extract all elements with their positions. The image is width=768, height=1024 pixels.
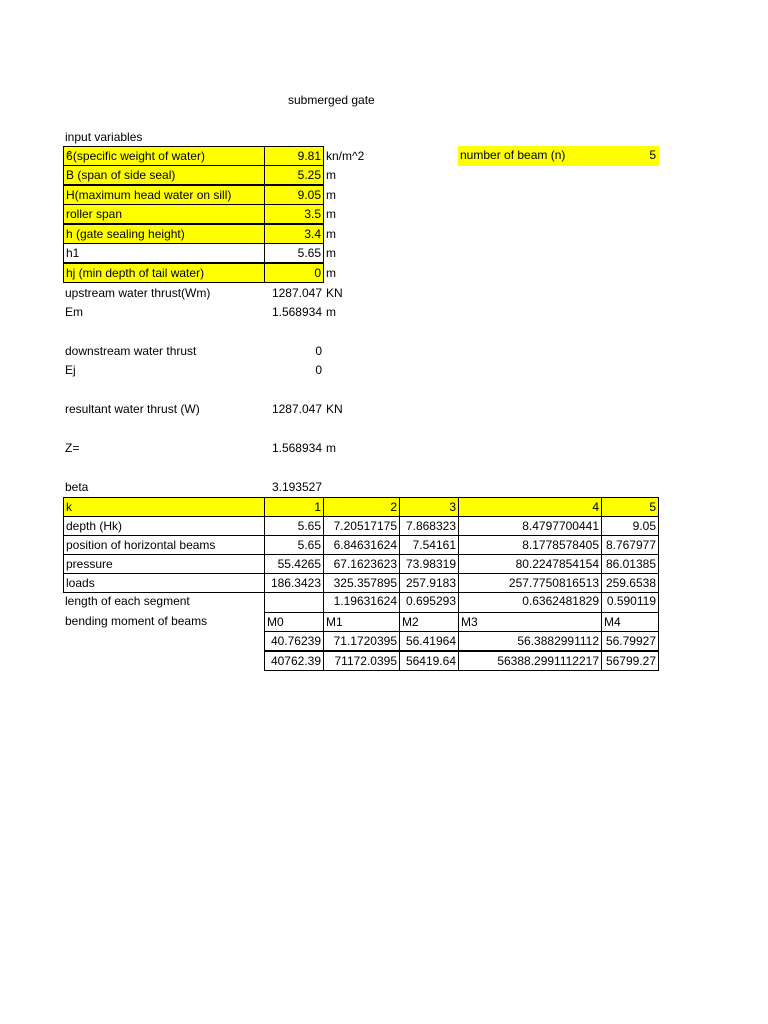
table-k-3[interactable]: 3	[399, 497, 459, 517]
table-k-2[interactable]: 2	[323, 497, 400, 517]
result-label-downstream-thrust: downstream water thrust	[65, 344, 197, 358]
result-value-ej[interactable]: 0	[315, 363, 322, 377]
table-cell[interactable]: 56419.64	[399, 651, 459, 671]
result-value-downstream-thrust[interactable]: 0	[315, 344, 322, 358]
table-row-label-depth[interactable]: depth (Hk)	[63, 516, 265, 536]
result-label-beta: beta	[65, 480, 89, 494]
table-cell[interactable]: 8.767977	[601, 535, 659, 555]
input-value-span-side-seal[interactable]: 5.25	[264, 165, 324, 185]
table-cell[interactable]: 71.1720395	[323, 631, 400, 651]
result-unit-em: m	[326, 305, 336, 319]
table-cell[interactable]: 80.2247854154	[458, 554, 602, 574]
table-k-4[interactable]: 4	[458, 497, 602, 517]
result-value-beta[interactable]: 3.193527	[271, 480, 322, 494]
input-value-h1[interactable]: 5.65	[264, 243, 324, 263]
result-value-z[interactable]: 1.568934	[271, 441, 322, 455]
result-unit-z: m	[326, 441, 336, 455]
input-unit-specific-weight: kn/m^2	[326, 149, 365, 163]
table-moment-header[interactable]: M1	[323, 612, 400, 632]
input-unit-max-head: m	[326, 188, 336, 202]
table-moment-header[interactable]: M3	[458, 612, 602, 632]
table-cell[interactable]: 55.4265	[264, 554, 324, 574]
input-variables-label: input variables	[65, 130, 143, 144]
result-value-resultant-thrust[interactable]: 1287.047	[271, 402, 322, 416]
result-unit-upstream-thrust: KN	[326, 286, 343, 300]
table-cell[interactable]: 8.4797700441	[458, 516, 602, 536]
table-cell[interactable]: 0.590119	[601, 592, 659, 612]
table-cell[interactable]	[264, 592, 324, 612]
table-moment-header[interactable]: M0	[264, 612, 324, 632]
table-cell[interactable]: 56.41964	[399, 631, 459, 651]
result-value-upstream-thrust[interactable]: 1287.047	[271, 286, 322, 300]
result-label-ej: Ej	[65, 363, 76, 377]
beams-value: 5	[649, 148, 656, 162]
sheet-title: submerged gate	[288, 93, 375, 107]
table-row-label-bending-moment[interactable]: bending moment of beams	[65, 614, 208, 628]
input-value-roller-span[interactable]: 3.5	[264, 204, 324, 224]
table-cell[interactable]: 0.6362481829	[458, 592, 602, 612]
table-cell[interactable]: 257.9183	[399, 573, 459, 593]
input-unit-h1: m	[326, 246, 336, 260]
result-label-z: Z=	[65, 441, 80, 455]
table-cell[interactable]: 40762.39	[264, 651, 324, 671]
table-cell[interactable]: 6.84631624	[323, 535, 400, 555]
table-cell[interactable]: 5.65	[264, 535, 324, 555]
table-cell[interactable]: 7.20517175	[323, 516, 400, 536]
result-label-em: Em	[65, 305, 83, 319]
table-cell[interactable]: 56.3882991112	[458, 631, 602, 651]
table-cell[interactable]: 7.54161	[399, 535, 459, 555]
beams-label: number of beam (n)	[460, 148, 566, 162]
table-row-label-loads[interactable]: loads	[63, 573, 265, 593]
input-label-max-head[interactable]: H(maximum head water on sill)	[63, 185, 265, 205]
table-cell[interactable]: 56799.27	[601, 651, 659, 671]
table-moment-header[interactable]: M2	[399, 612, 459, 632]
table-k-label[interactable]: k	[63, 497, 265, 517]
beams-cell[interactable]	[458, 146, 659, 166]
table-row-label-pressure[interactable]: pressure	[63, 554, 265, 574]
table-k-1[interactable]: 1	[264, 497, 324, 517]
table-cell[interactable]: 325.357895	[323, 573, 400, 593]
input-label-roller-span[interactable]: roller span	[63, 204, 265, 224]
result-unit-resultant-thrust: KN	[326, 402, 343, 416]
input-unit-span-side-seal: m	[326, 168, 336, 182]
input-unit-roller-span: m	[326, 207, 336, 221]
input-value-specific-weight[interactable]: 9.81	[264, 146, 324, 166]
table-cell[interactable]: 259.6538	[601, 573, 659, 593]
input-value-sealing-height[interactable]: 3.4	[264, 224, 324, 244]
input-unit-sealing-height: m	[326, 227, 336, 241]
table-cell[interactable]: 56.79927	[601, 631, 659, 651]
table-cell[interactable]: 186.3423	[264, 573, 324, 593]
table-cell[interactable]: 5.65	[264, 516, 324, 536]
input-label-tail-water[interactable]: hj (min depth of tail water)	[63, 263, 265, 283]
table-moment-header[interactable]: M4	[601, 612, 659, 632]
table-k-5[interactable]: 5	[601, 497, 659, 517]
table-cell[interactable]: 71172.0395	[323, 651, 400, 671]
input-label-specific-weight[interactable]: ϐ(specific weight of water)	[63, 146, 265, 166]
input-label-sealing-height[interactable]: h (gate sealing height)	[63, 224, 265, 244]
table-cell[interactable]: 1.19631624	[323, 592, 400, 612]
result-label-upstream-thrust: upstream water thrust(Wm)	[65, 286, 211, 300]
result-label-resultant-thrust: resultant water thrust (W)	[65, 402, 200, 416]
table-cell[interactable]: 73.98319	[399, 554, 459, 574]
table-cell[interactable]: 9.05	[601, 516, 659, 536]
table-row-label-position[interactable]: position of horizontal beams	[63, 535, 265, 555]
table-cell[interactable]: 86.01385	[601, 554, 659, 574]
input-value-max-head[interactable]: 9.05	[264, 185, 324, 205]
table-cell[interactable]: 40.76239	[264, 631, 324, 651]
table-cell[interactable]: 67.1623623	[323, 554, 400, 574]
input-unit-tail-water: m	[326, 266, 336, 280]
result-value-em[interactable]: 1.568934	[271, 305, 322, 319]
input-label-h1[interactable]: h1	[63, 243, 265, 263]
input-label-span-side-seal[interactable]: B (span of side seal)	[63, 165, 265, 185]
table-cell[interactable]: 0.695293	[399, 592, 459, 612]
table-cell[interactable]: 7.868323	[399, 516, 459, 536]
table-row-label-segment-length[interactable]: length of each segment	[65, 594, 190, 608]
table-cell[interactable]: 56388.2991112217	[458, 651, 602, 671]
table-cell[interactable]: 257.7750816513	[458, 573, 602, 593]
table-cell[interactable]: 8.1778578405	[458, 535, 602, 555]
input-value-tail-water[interactable]: 0	[264, 263, 324, 283]
